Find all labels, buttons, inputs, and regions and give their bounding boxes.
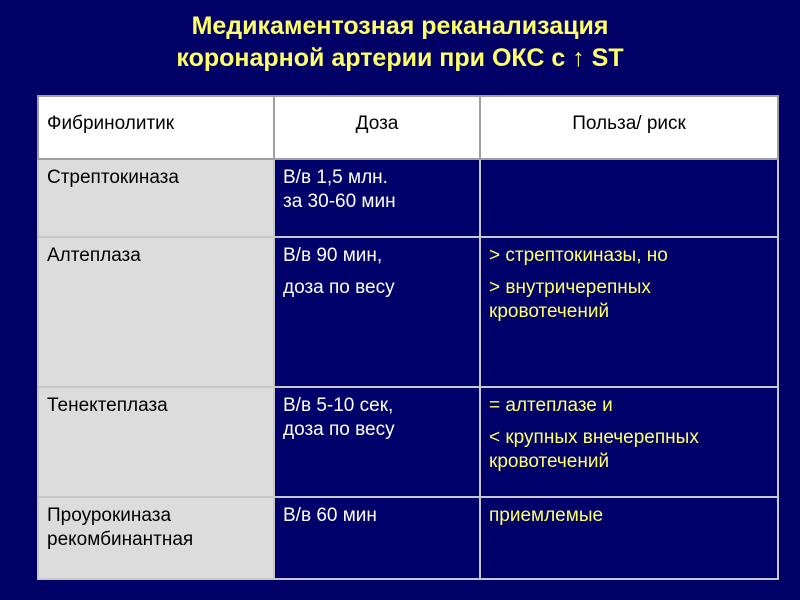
column-header-benefit-risk: Польза/ риск bbox=[480, 96, 778, 159]
table-row bbox=[38, 387, 778, 497]
drug-name: Тенектеплаза bbox=[47, 395, 168, 416]
table-row bbox=[38, 497, 778, 579]
dose-line: доза по весу bbox=[283, 277, 395, 298]
dose-line: В/в 5-10 сек, bbox=[283, 395, 394, 416]
dose-cell bbox=[274, 159, 480, 237]
benefit-line: < крупных внечерепных кровотечений bbox=[489, 427, 699, 472]
dose-cell bbox=[274, 237, 480, 387]
column-header-fibrinolytic: Фибринолитик bbox=[38, 96, 274, 159]
dose-line: доза по весу bbox=[283, 419, 395, 440]
fibrinolytics-table bbox=[37, 95, 779, 580]
drug-cell bbox=[38, 159, 274, 237]
dose-line: В/в 1,5 млн. bbox=[283, 167, 388, 188]
column-header-dose: Доза bbox=[274, 96, 480, 159]
benefit-cell bbox=[480, 497, 778, 579]
drug-cell bbox=[38, 387, 274, 497]
dose-line: за 30-60 мин bbox=[283, 191, 396, 212]
benefit-line: приемлемые bbox=[489, 505, 604, 526]
benefit-line: > стрептокиназы, но bbox=[489, 245, 668, 266]
drug-cell bbox=[38, 497, 274, 579]
drug-name: Стрептокиназа bbox=[47, 167, 179, 188]
benefit-line: = алтеплазе и bbox=[489, 395, 613, 416]
dose-cell bbox=[274, 497, 480, 579]
dose-line: В/в 60 мин bbox=[283, 505, 377, 526]
dose-cell bbox=[274, 387, 480, 497]
slide-title bbox=[0, 10, 800, 74]
slide-title-line-2: коронарной артерии при ОКС с ↑ ST bbox=[176, 44, 624, 72]
slide-title-line-1: Медикаментозная реканализация bbox=[191, 12, 609, 40]
drug-name: Проурокиназа bbox=[47, 505, 172, 526]
dose-line: В/в 90 мин, bbox=[283, 245, 383, 266]
table-header-row bbox=[38, 96, 778, 159]
drug-name: Алтеплаза bbox=[47, 245, 141, 266]
drug-name-line-2: рекомбинантная bbox=[47, 529, 194, 550]
table-row bbox=[38, 237, 778, 387]
table-row bbox=[38, 159, 778, 237]
benefit-cell bbox=[480, 159, 778, 237]
benefit-line: > внутричерепных кровотечений bbox=[489, 277, 651, 322]
benefit-cell bbox=[480, 387, 778, 497]
drug-cell bbox=[38, 237, 274, 387]
benefit-cell bbox=[480, 237, 778, 387]
